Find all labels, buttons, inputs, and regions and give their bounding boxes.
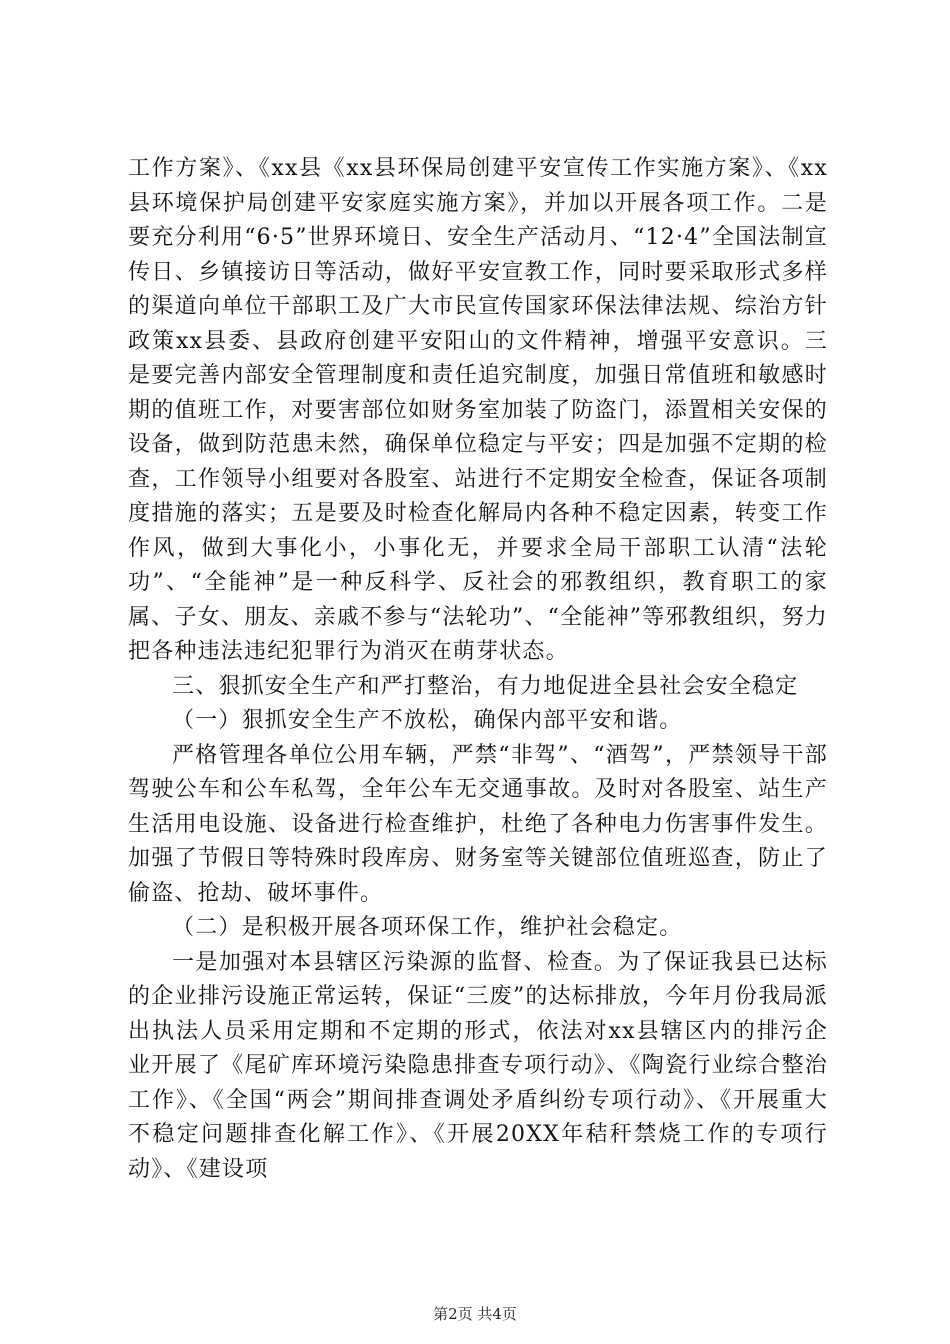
paragraph-vehicle-safety: 严格管理各单位公用车辆，严禁“非驾”、“酒驾”，严禁领导干部驾驶公车和公车私驾，全年公车无交通事故。及时对各股室、站生产生活用电设施、设备进行检查维护，杜绝了各种电力伤害事件发生。加强了节假日等特殊时段库房、财务室等关键部位值班巡查，防止了偷盗、抢劫、破坏事件。: [128, 742, 828, 906]
document-body: [128, 152, 828, 1187]
subsection-heading-two: （二）是积极开展各项环保工作，维护社会稳定。: [172, 915, 683, 940]
paragraph-continuation: 工作方案》、《xx县《xx县环保局创建平安宣传工作实施方案》、《xx县环境保护局创建平安家庭实施方案》，并加以开展各项工作。二是要充分利用“6·5”世界环境日、安全生产活动月、“12·4”全国法制宣传日、乡镇接访日等活动，做好平安宣教工作，同时要采取形式多样的渠道向单位干部职工及广大市民宣传国家环保法律法规、综治方针政策xx县委、县政府创建平安阳山的文件精神，增强平安意识。三是要完善内部安全管理制度和责任追究制度，加强日常值班和敏感时期的值班工作，对要害部位如财务室加装了防盗门，添置相关安保的设备，做到防范患未然，确保单位稳定与平安；四是加强不定期的检查，工作领导小组要对各股室、站进行不定期安全检查，保证各项制度措施的落实；五是要及时检查化解局内各种不稳定因素，转变工作作风，做到大事化小，小事化无，并要求全局干部职工认清“法轮功”、“全能神”是一种反科学、反社会的邪教组织，教育职工的家属、子女、朋友、亲戚不参与“法轮功”、“全能神”等邪教组织，努力把各种违法违纪犯罪行为消灭在萌芽状态。: [128, 156, 828, 664]
page-number-footer: 第2页 共4页: [433, 1305, 517, 1323]
paragraph-pollution-supervision: 一是加强对本县辖区污染源的监督、检查。为了保证我县已达标的企业排污设施正常运转，保证“三废”的达标排放，今年月份我局派出执法人员采用定期和不定期的形式，依法对xx县辖区内的排污企业开展了《尾矿库环境污染隐患排查专项行动》、《陶瓷行业综合整治工作》、《全国“两会”期间排查调处矛盾纠纷专项行动》、《开展重大不稳定问题排查化解工作》、《开展20XX年秸秆禁烧工作的专项行动》、《建设项: [128, 949, 828, 1182]
subsection-heading-one: （一）狠抓安全生产不放松，确保内部平安和谐。: [172, 708, 683, 733]
section-heading-three: 三、狠抓安全生产和严打整治，有力地促进全县社会安全稳定: [172, 673, 799, 699]
